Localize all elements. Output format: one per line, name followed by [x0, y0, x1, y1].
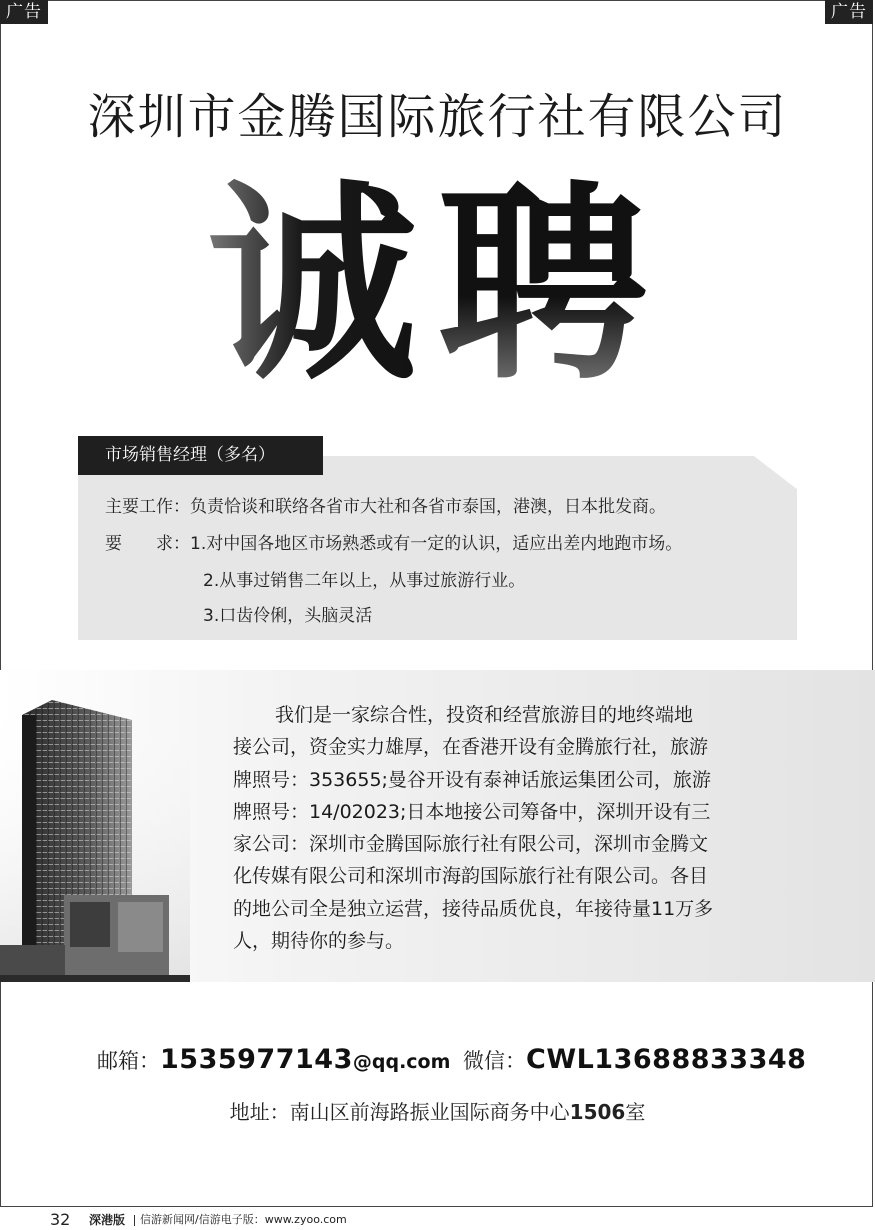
email-contact [97, 1040, 450, 1080]
intro-line: 牌照号：353655;曼谷开设有泰神话旅运集团公司，旅游 [233, 768, 711, 791]
company-introduction [233, 699, 778, 957]
intro-line: 接公司，资金实力雄厚，在香港开设有金腾旅行社，旅游 [233, 736, 709, 759]
address-label: 地址： [229, 1100, 290, 1124]
address [0, 1096, 875, 1125]
wechat-contact [463, 1040, 806, 1080]
requirement-text: 1.对中国各地区市场熟悉或有一定的认识，适应出差内地跑市场。 [190, 534, 683, 554]
ad-label-right: 广告 [825, 0, 873, 24]
job-requirement-2: 2.从事过销售二年以上，从事过旅游行业。 [203, 571, 526, 591]
intro-line: 的地公司全是独立运营，接待品质优良，年接待量11万多 [233, 897, 714, 920]
address-suffix: 室 [625, 1100, 646, 1124]
address-text: 南山区前海路振业国际商务中心 [289, 1100, 570, 1124]
job-title-tab: 市场销售经理（多名） [78, 436, 323, 475]
headline-char-2: 聘 [437, 161, 668, 408]
page-number: 32 [50, 1210, 71, 1229]
duty-label: 主要工作： [105, 497, 190, 517]
intro-line: 家公司：深圳市金腾国际旅行社有限公司，深圳市金腾文 [233, 833, 709, 856]
intro-line: 化传媒有限公司和深圳市海韵国际旅行社有限公司。各目 [233, 865, 709, 888]
ad-label-left: 广告 [0, 0, 48, 24]
address-room: 1506 [569, 1100, 626, 1124]
company-name: 深圳市金腾国际旅行社有限公司 [87, 89, 788, 145]
office-building-image [0, 690, 190, 982]
edition-label: 深港版 [89, 1213, 126, 1227]
job-requirement-3: 3.口齿伶俐，头脑灵活 [203, 606, 373, 626]
intro-line: 牌照号：14/02023;日本地接公司筹备中，深圳开设有三 [233, 800, 711, 823]
recruitment-headline [0, 161, 875, 408]
intro-line: 人，期待你的参与。 [233, 930, 405, 953]
job-duty [105, 492, 666, 517]
wechat-label: 微信： [463, 1049, 526, 1073]
headline-char-1: 诚 [207, 161, 438, 408]
email-domain: @qq.com [352, 1051, 451, 1073]
requirement-label: 要 求： [105, 534, 190, 554]
email-number: 1535977143 [160, 1044, 353, 1075]
wechat-id: CWL13688833348 [526, 1044, 807, 1075]
duty-text: 负责恰谈和联络各省市大社和各省市泰国，港澳，日本批发商。 [190, 497, 666, 517]
job-requirement-1 [105, 529, 682, 554]
email-label: 邮箱： [97, 1049, 160, 1073]
site-info: 信游新闻网/信游电子版：www.zyoo.com [140, 1213, 347, 1226]
page-footer [0, 1210, 875, 1230]
intro-line: 我们是一家综合性，投资和经营旅游目的地终端地 [275, 704, 694, 726]
footer-divider [134, 1215, 135, 1226]
